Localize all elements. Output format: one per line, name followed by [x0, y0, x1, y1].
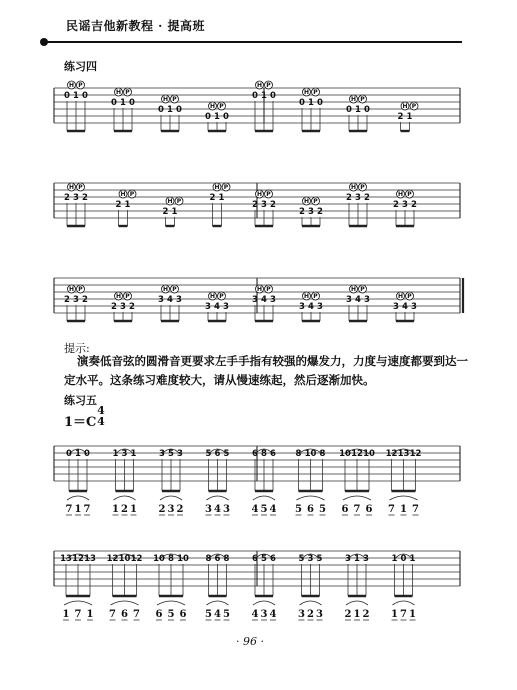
- tab-fret-number: 3: [307, 554, 314, 564]
- tab-fret-number: 3: [364, 295, 370, 305]
- tab-fret-number: 0: [82, 91, 88, 101]
- tab-fret-number: 3: [317, 302, 323, 312]
- tab-fret-number: 5: [298, 554, 305, 564]
- tab-fret-number: 2: [82, 193, 88, 203]
- jianpu-note: 1: [86, 609, 94, 620]
- jianpu-slur: [67, 496, 89, 500]
- hammer-pull-label: P: [407, 191, 412, 198]
- tab-fret-number: 2: [270, 200, 276, 210]
- tab-fret-number: 2: [252, 200, 258, 210]
- hammer-pull-label: P: [266, 286, 271, 293]
- hammer-pull-label: P: [78, 184, 83, 191]
- tab-fret-number: 3: [402, 200, 408, 210]
- time-signature-bottom: 4: [97, 415, 105, 428]
- exercise4-title: 练习四: [64, 60, 97, 73]
- jianpu-slur: [390, 496, 418, 500]
- tab-fret-number: 2: [393, 200, 399, 210]
- tab-fret-number: 10: [153, 554, 165, 564]
- jianpu-note: 5: [295, 504, 302, 515]
- jianpu-slur: [300, 601, 322, 605]
- tab-fret-number: 0: [270, 91, 276, 101]
- tab-fret-number: 3: [205, 302, 211, 312]
- tab-fret-number: 3: [363, 554, 369, 564]
- tab-fret-number: 6: [252, 449, 258, 459]
- jianpu-note: 6: [307, 504, 314, 515]
- hammer-pull-label: P: [129, 191, 135, 198]
- hammer-pull-label: P: [407, 293, 412, 300]
- tab-fret-number: 2: [162, 207, 169, 217]
- hammer-pull-label: P: [313, 198, 318, 205]
- tab-fret-number: 3: [411, 302, 417, 312]
- tab-fret-number: 1: [214, 112, 220, 122]
- tab-fret-number: 8: [319, 449, 326, 459]
- tab-fret-number: 2: [129, 302, 135, 312]
- jianpu-note: 6: [179, 609, 187, 620]
- hammer-pull-label: P: [172, 96, 177, 103]
- book-header-title: 民谣吉他新教程 · 提高班: [66, 19, 206, 33]
- jianpu-note: 7: [83, 504, 91, 515]
- hammer-pull-label: H: [256, 191, 263, 198]
- key-signature: 1＝C: [64, 415, 97, 430]
- jianpu-slur: [346, 601, 368, 605]
- tab-fret-number: 12: [106, 554, 119, 564]
- jianpu-note: 7: [412, 504, 419, 515]
- jianpu-note: 1: [62, 609, 70, 620]
- jianpu-slur: [160, 496, 182, 500]
- tab-fret-number: 3: [299, 302, 305, 312]
- tab-fret-number: 12: [409, 449, 422, 459]
- jianpu-note: 2: [176, 504, 184, 515]
- tab-fret-number: 1: [354, 554, 360, 564]
- jianpu-note: 6: [365, 504, 373, 515]
- hammer-pull-label: H: [209, 293, 216, 300]
- tab-fret-number: 3: [73, 193, 79, 203]
- tab-fret-number: 8: [223, 554, 230, 564]
- tab-fret-number: 1: [73, 91, 79, 101]
- tab-fret-number: 12: [385, 449, 398, 459]
- tab-fret-number: 0: [129, 98, 135, 108]
- hammer-pull-label: H: [397, 293, 404, 300]
- tab-fret-number: 0: [158, 105, 164, 115]
- tab-fret-number: 6: [270, 449, 276, 459]
- tab-fret-number: 2: [411, 200, 417, 210]
- tab-fret-number: 3: [176, 295, 182, 305]
- tab-fret-number: 12: [351, 449, 363, 459]
- page-number: · 96 ·: [236, 635, 264, 648]
- tab-fret-number: 2: [209, 193, 216, 203]
- jianpu-note: 7: [109, 609, 116, 620]
- tab-fret-number: 8: [205, 554, 212, 564]
- hammer-pull-label: H: [303, 89, 310, 96]
- jianpu-note: 4: [214, 609, 221, 620]
- exercise5-title: 练习五: [64, 394, 97, 407]
- jianpu-note: 3: [316, 609, 323, 620]
- hammer-pull-label: P: [360, 96, 365, 103]
- jianpu-slur: [207, 601, 229, 605]
- tab-fret-number: 4: [167, 295, 173, 305]
- tab-fret-number: 3: [270, 295, 276, 305]
- tab-fret-number: 0: [176, 105, 182, 115]
- hammer-pull-label: H: [350, 286, 357, 293]
- tab-fret-number: 10: [339, 449, 351, 459]
- jianpu-note: 3: [260, 609, 268, 620]
- tab-fret-number: 1: [167, 105, 173, 115]
- tab-fret-number: 3: [159, 449, 165, 459]
- jianpu-slur: [207, 496, 229, 500]
- hammer-pull-label: P: [176, 198, 182, 205]
- jianpu-note: 1: [391, 609, 398, 620]
- jianpu-note: 1: [74, 504, 82, 515]
- tab-fret-number: 0: [400, 554, 407, 564]
- hammer-pull-label: H: [256, 82, 263, 89]
- tab-fret-number: 3: [158, 295, 164, 305]
- tab-fret-number: 5: [261, 554, 267, 564]
- tab-fret-number: 1: [391, 554, 398, 564]
- tab-fret-number: 0: [205, 112, 211, 122]
- hammer-pull-label: P: [360, 286, 365, 293]
- tab-fret-number: 2: [317, 207, 323, 217]
- tab-fret-number: 5: [168, 449, 174, 459]
- hammer-pull-label: P: [313, 293, 318, 300]
- hammer-pull-label: H: [162, 96, 169, 103]
- tab-fret-number: 1: [218, 193, 225, 203]
- tab-fret-number: 3: [355, 193, 361, 203]
- hammer-pull-label: P: [223, 184, 229, 191]
- jianpu-note: 3: [298, 609, 305, 620]
- jianpu-note: 6: [155, 609, 163, 620]
- jianpu-slur: [253, 601, 275, 605]
- tab-fret-number: 6: [270, 554, 276, 564]
- hint-text: 演奏低音弦的圆滑音更要求左手手指有较强的爆发力，力度与速度都要到达一定水平。这条练习难度较大，请从慢速练起，然后逐渐加快。: [64, 354, 468, 387]
- jianpu-note: 4: [269, 504, 277, 515]
- tab-fret-number: 1: [308, 98, 314, 108]
- tab-fret-number: 2: [115, 200, 122, 210]
- tab-fret-number: 1: [130, 449, 137, 459]
- tab-fret-number: 0: [364, 105, 370, 115]
- jianpu-slur: [64, 601, 92, 605]
- hammer-pull-label: P: [125, 293, 130, 300]
- jianpu-note: 3: [167, 504, 175, 515]
- tab-fret-number: 8: [295, 449, 302, 459]
- jianpu-note: 7: [74, 609, 82, 620]
- hammer-pull-label: P: [219, 103, 224, 110]
- hammer-pull-label: P: [313, 89, 318, 96]
- tab-fret-number: 3: [261, 200, 267, 210]
- tab-fret-number: 0: [346, 105, 352, 115]
- tab-fret-number: 2: [299, 207, 305, 217]
- tab-fret-number: 2: [82, 295, 88, 305]
- tab-fret-number: 0: [66, 449, 72, 459]
- tab-fret-number: 2: [64, 193, 70, 203]
- tab-fret-number: 4: [214, 302, 220, 312]
- jianpu-note: 2: [307, 609, 314, 620]
- jianpu-note: 7: [400, 609, 407, 620]
- jianpu-note: 3: [223, 504, 230, 515]
- tab-fret-number: 0: [64, 91, 70, 101]
- hammer-pull-label: H: [350, 184, 357, 191]
- tab-fret-number: 6: [214, 449, 221, 459]
- hammer-pull-label: H: [256, 286, 263, 293]
- hammer-pull-label: H: [68, 286, 75, 293]
- tab-fret-number: 4: [261, 295, 267, 305]
- hint-label: 提示:: [64, 342, 90, 355]
- jianpu-note: 7: [388, 504, 395, 515]
- hammer-pull-label: P: [78, 286, 83, 293]
- hammer-pull-label: P: [266, 191, 271, 198]
- tab-fret-number: 3: [73, 295, 79, 305]
- tab-fret-number: 5: [223, 449, 230, 459]
- tab-fret-number: 0: [299, 98, 305, 108]
- tab-fret-number: 1: [409, 554, 416, 564]
- jianpu-note: 4: [251, 504, 259, 515]
- hammer-pull-label: H: [68, 184, 75, 191]
- hammer-pull-label: P: [125, 89, 130, 96]
- tab-fret-number: 0: [84, 449, 90, 459]
- tab-fret-number: 3: [223, 302, 229, 312]
- jianpu-note: 6: [341, 504, 349, 515]
- jianpu-note: 5: [319, 504, 326, 515]
- tab-fret-number: 10: [118, 554, 131, 564]
- tab-fret-number: 13: [84, 554, 96, 564]
- tab-fret-number: 3: [308, 207, 314, 217]
- tab-fret-number: 5: [316, 554, 323, 564]
- tab-fret-number: 10: [177, 554, 189, 564]
- hammer-pull-label: P: [266, 82, 271, 89]
- tab-fret-number: 1: [75, 449, 81, 459]
- tab-fret-number: 0: [317, 98, 323, 108]
- tab-fret-number: 3: [393, 302, 399, 312]
- jianpu-note: 1: [409, 609, 416, 620]
- jianpu-note: 7: [133, 609, 140, 620]
- tab-fret-number: 2: [397, 112, 404, 122]
- tab-fret-number: 3: [120, 302, 126, 312]
- hammer-pull-label: P: [360, 184, 365, 191]
- jianpu-note: 3: [205, 504, 212, 515]
- jianpu-note: 1: [130, 504, 137, 515]
- hammer-pull-label: H: [350, 96, 357, 103]
- tab-fret-number: 6: [252, 554, 258, 564]
- jianpu-slur: [114, 496, 136, 500]
- tab-fret-number: 3: [346, 295, 352, 305]
- jianpu-slur: [111, 601, 139, 605]
- hammer-pull-label: H: [209, 103, 216, 110]
- hammer-pull-label: H: [214, 184, 220, 191]
- jianpu-slur: [393, 601, 415, 605]
- hammer-pull-label: P: [78, 82, 83, 89]
- tab-fret-number: 1: [406, 112, 413, 122]
- jianpu-note: 4: [251, 609, 259, 620]
- tab-fret-number: 5: [205, 449, 212, 459]
- hammer-pull-label: H: [402, 103, 408, 110]
- jianpu-note: 2: [344, 609, 352, 620]
- tab-fret-number: 1: [124, 200, 131, 210]
- tab-fret-number: 12: [130, 554, 143, 564]
- hammer-pull-label: P: [172, 286, 177, 293]
- tab-fret-number: 4: [355, 295, 361, 305]
- tab-fret-number: 0: [223, 112, 229, 122]
- hammer-pull-label: H: [115, 293, 122, 300]
- hammer-pull-label: H: [397, 191, 404, 198]
- tab-fret-number: 10: [363, 449, 375, 459]
- jianpu-slur: [157, 601, 185, 605]
- tab-fret-number: 1: [171, 207, 178, 217]
- jianpu-note: 5: [167, 609, 175, 620]
- tab-fret-number: 8: [168, 554, 174, 564]
- jianpu-note: 1: [353, 609, 361, 620]
- tab-fret-number: 1: [112, 449, 119, 459]
- hammer-pull-label: P: [219, 293, 224, 300]
- jianpu-note: 1: [400, 504, 407, 515]
- tab-fret-number: 10: [304, 449, 317, 459]
- jianpu-note: 2: [121, 504, 128, 515]
- hammer-pull-label: H: [68, 82, 75, 89]
- jianpu-note: 7: [353, 504, 361, 515]
- jianpu-note: 1: [112, 504, 119, 515]
- jianpu-slur: [343, 496, 371, 500]
- hammer-pull-label: H: [115, 89, 122, 96]
- tab-fret-number: 0: [252, 91, 258, 101]
- tab-fret-number: 1: [120, 98, 126, 108]
- tab-fret-number: 13: [397, 449, 410, 459]
- tab-fret-number: 1: [355, 105, 361, 115]
- jianpu-note: 4: [269, 609, 277, 620]
- hammer-pull-label: H: [303, 198, 310, 205]
- tab-fret-number: 2: [364, 193, 370, 203]
- hammer-pull-label: H: [303, 293, 310, 300]
- tab-fret-number: 2: [346, 193, 352, 203]
- tab-fret-number: 3: [252, 295, 258, 305]
- tab-fret-number: 4: [402, 302, 408, 312]
- tab-fret-number: 12: [72, 554, 84, 564]
- hammer-pull-label: P: [411, 103, 417, 110]
- hammer-pull-label: H: [120, 191, 126, 198]
- tab-fret-number: 3: [177, 449, 183, 459]
- tab-fret-number: 8: [261, 449, 267, 459]
- jianpu-note: 6: [121, 609, 128, 620]
- jianpu-slur: [253, 496, 275, 500]
- jianpu-note: 5: [260, 504, 268, 515]
- tab-fret-number: 3: [121, 449, 128, 459]
- tab-fret-number: 2: [111, 302, 117, 312]
- tab-fret-number: 3: [345, 554, 351, 564]
- tab-fret-number: 6: [214, 554, 221, 564]
- time-signature-top: 4: [97, 404, 105, 417]
- jianpu-note: 2: [158, 504, 166, 515]
- hammer-pull-label: H: [162, 286, 169, 293]
- jianpu-note: 5: [223, 609, 230, 620]
- jianpu-slur: [297, 496, 325, 500]
- tab-fret-number: 1: [261, 91, 267, 101]
- jianpu-note: 4: [214, 504, 221, 515]
- tab-fret-number: 4: [308, 302, 314, 312]
- jianpu-note: 5: [205, 609, 212, 620]
- tab-fret-number: 13: [60, 554, 72, 564]
- jianpu-note: 2: [362, 609, 370, 620]
- hammer-pull-label: H: [167, 198, 173, 205]
- jianpu-note: 7: [65, 504, 73, 515]
- tab-fret-number: 0: [111, 98, 117, 108]
- tab-fret-number: 2: [64, 295, 70, 305]
